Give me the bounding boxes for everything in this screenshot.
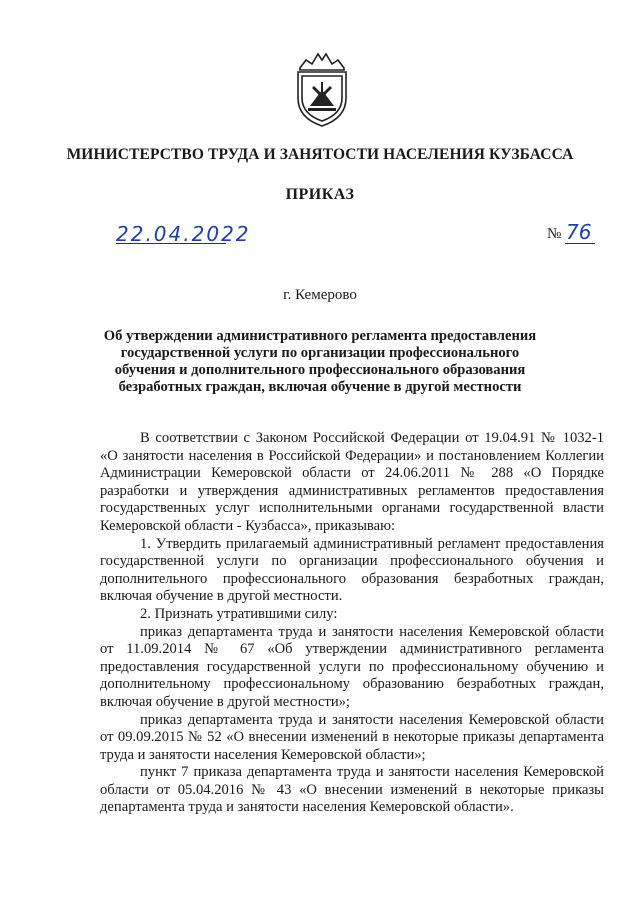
paragraph-preamble: В соответствии с Законом Российской Федерации от 19.04.91 № 1032-1 «О занятости населения в Российской Федерации» и постановлением Коллегии Администрации Кемеровской области от 24.06.2011 № 288 «О Порядке разработки и утверждения административных регламентов предоставления государственных услуг исполнительными органами государственной власти Кемеровской области - Кузбасса», приказываю:	[100, 430, 604, 534]
order-number-label: №	[547, 226, 562, 242]
paragraph-item-2: 2. Признать утратившими силу:	[140, 605, 338, 622]
order-date: 22.04.2022	[116, 222, 251, 246]
paragraph-repeal-1: приказ департамента труда и занятости населения Кемеровской области от 11.09.2014 № 67 «Об утверждении административного регламента предоставления государственной услуги по профессиональному обучению и дополнительному профессиональному образованию безработных граждан, включая обучение в другой местности»;	[100, 623, 604, 710]
paragraph-item-1: 1. Утвердить прилагаемый административный регламент предоставления государственной услуги по организации профессионального обучения и дополнительного профессионального образования безработных граждан, включая обучение в другой местности.	[100, 535, 604, 605]
city-line: г. Кемерово	[283, 287, 357, 303]
date-underline	[116, 243, 226, 244]
document-type: ПРИКАЗ	[285, 186, 355, 203]
paragraph-repeal-3: пункт 7 приказа департамента труда и занятости населения Кемеровской области от 05.04.2016 № 43 «О внесении изменений в некоторые приказы департамента труда и занятости населения Кемеровской области».	[100, 764, 604, 816]
coat-of-arms-icon	[290, 46, 354, 130]
order-number: 76	[566, 220, 592, 244]
document-body	[100, 430, 604, 817]
ministry-name: МИНИСТЕРСТВО ТРУДА И ЗАНЯТОСТИ НАСЕЛЕНИЯ КУЗБАССА	[66, 146, 574, 163]
document-title: Об утверждении административного регламента предоставления государственной услуги по организации профессионального обучения и дополнительного профессионального образования безработных граждан, включая обучение в другой местности	[103, 328, 537, 395]
number-underline	[565, 243, 595, 244]
paragraph-repeal-2: приказ департамента труда и занятости населения Кемеровской области от 09.09.2015 № 52 «О внесении изменений в некоторые приказы департамента труда и занятости населения Кемеровской области»;	[100, 711, 604, 763]
